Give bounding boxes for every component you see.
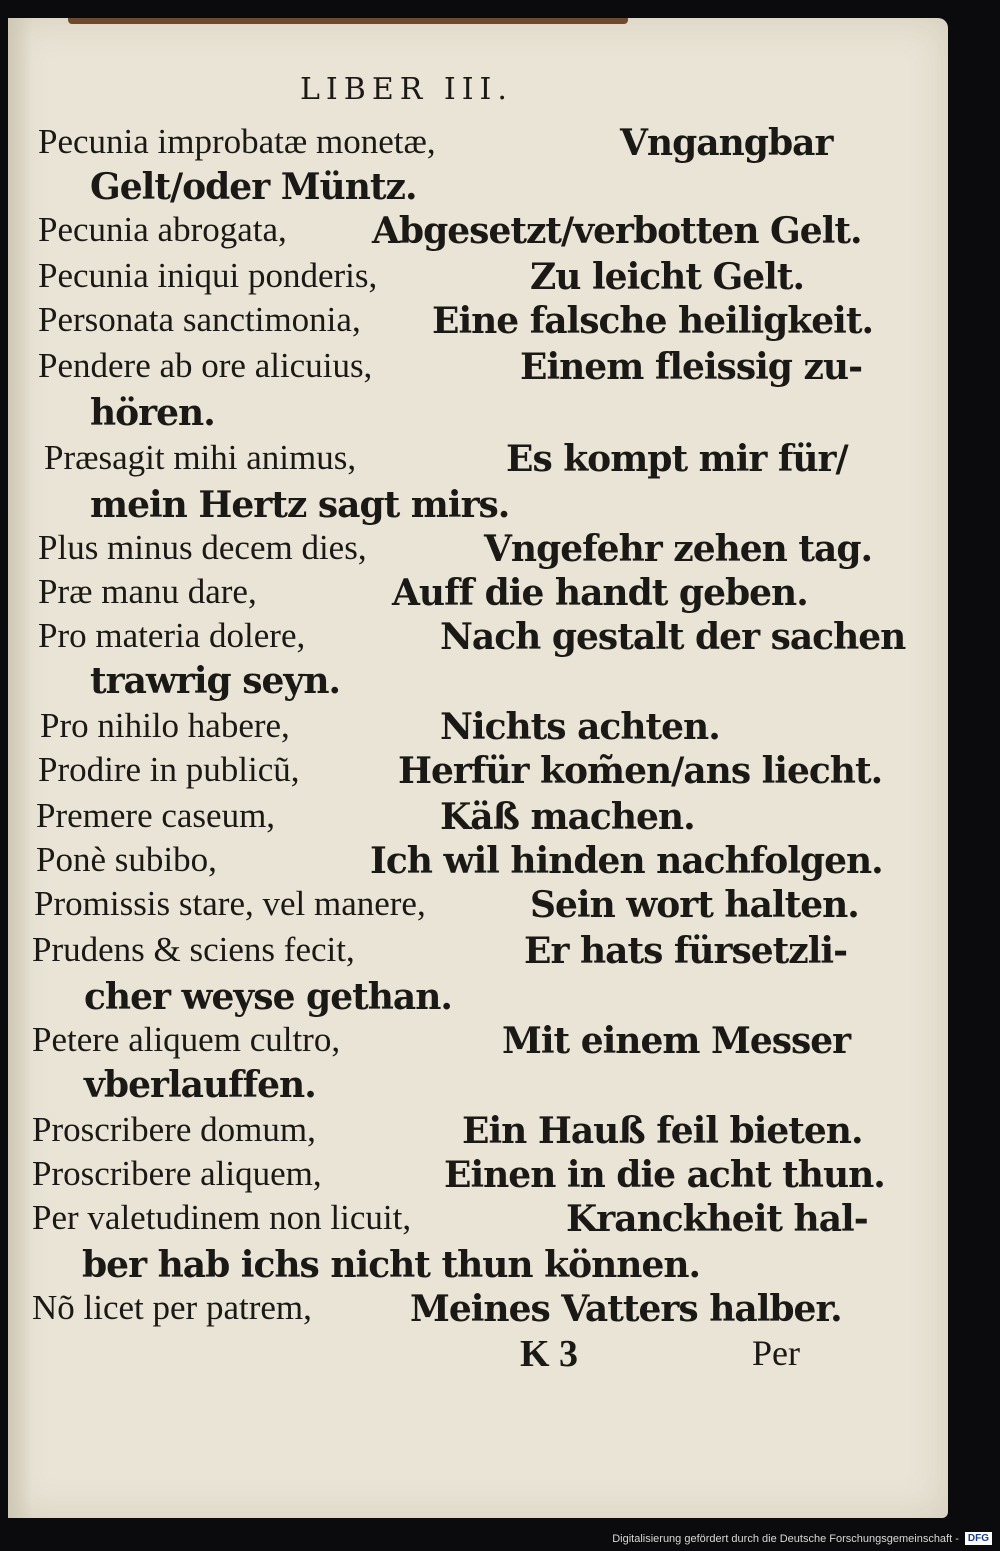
german-translation: Nach gestalt der sachen (440, 616, 906, 658)
german-translation: Er hats fürsetzli- (524, 930, 848, 972)
latin-phrase: Proscribere aliquem, (32, 1154, 322, 1193)
german-continuation: trawrig seyn. (90, 660, 341, 702)
entry-row (0, 884, 1000, 930)
latin-phrase: Pecunia improbatæ monetæ, (38, 122, 436, 161)
latin-phrase: Pendere ab ore alicuius, (38, 346, 373, 385)
latin-phrase: Per valetudinem non licuit, (32, 1198, 412, 1237)
latin-phrase: Ponè subibo, (36, 840, 217, 879)
german-translation: Sein wort halten. (530, 884, 859, 926)
german-translation: Ein Hauß feil bieten. (462, 1110, 863, 1152)
entry-row (0, 750, 1000, 796)
catchword: Per (752, 1333, 800, 1373)
german-continuation: vberlauffen. (84, 1064, 316, 1106)
signature-mark: K 3 (520, 1333, 579, 1375)
german-translation: Einen in die acht thun. (444, 1154, 885, 1196)
latin-phrase: Personata sanctimonia, (38, 300, 361, 339)
entry-row (0, 616, 1000, 662)
dfg-logo: DFG (965, 1532, 992, 1545)
latin-phrase: Præsagit mihi animus, (44, 438, 357, 477)
entry-row (0, 346, 1000, 392)
german-translation: Meines Vatters halber. (410, 1288, 842, 1330)
entry-row (0, 300, 1000, 346)
entry-row (0, 438, 1000, 484)
german-translation: Abgesetzt/verbotten Gelt. (372, 210, 862, 252)
entry-row (0, 1288, 1000, 1334)
entry-row (0, 1110, 1000, 1156)
entry-row (0, 572, 1000, 618)
german-continuation: ber hab ichs nicht thun können. (82, 1244, 701, 1286)
digitization-credit (612, 1532, 992, 1545)
german-translation: Vngangbar (620, 122, 833, 164)
latin-phrase: Prudens & sciens fecit, (32, 930, 355, 969)
german-continuation: Gelt/oder Müntz. (90, 166, 417, 208)
german-translation: Vngefehr zehen tag. (484, 528, 873, 570)
german-translation: Eine falsche heiligkeit. (432, 300, 873, 342)
latin-phrase: Plus minus decem dies, (38, 528, 367, 567)
german-translation: Einem fleissig zu- (520, 346, 863, 388)
latin-phrase: Pro materia dolere, (38, 616, 306, 655)
german-translation: Nichts achten. (440, 706, 720, 748)
binding-strip (68, 18, 628, 24)
latin-phrase: Pecunia abrogata, (38, 210, 287, 249)
german-translation: Es kompt mir für/ (506, 438, 848, 480)
german-translation: Käß machen. (440, 796, 695, 838)
entry-row (0, 1198, 1000, 1244)
german-translation: Mit einem Messer (502, 1020, 851, 1062)
entry-row (0, 256, 1000, 302)
latin-phrase: Nõ licet per patrem, (32, 1288, 312, 1327)
german-translation: Kranckheit hal- (566, 1198, 868, 1240)
entry-row (0, 1020, 1000, 1066)
entry-row (0, 840, 1000, 886)
entry-row (0, 1154, 1000, 1200)
entry-row (0, 210, 1000, 256)
german-translation: Zu leicht Gelt. (530, 256, 804, 298)
latin-phrase: Promissis stare, vel manere, (34, 884, 426, 923)
german-translation: Ich wil hinden nachfolgen. (370, 840, 883, 882)
latin-phrase: Proscribere domum, (32, 1110, 316, 1149)
latin-phrase: Prodire in publicũ, (38, 750, 300, 789)
entry-row (0, 122, 1000, 168)
entry-row (0, 930, 1000, 976)
german-translation: Auff die handt geben. (392, 572, 808, 614)
german-continuation: hören. (90, 392, 215, 434)
german-continuation: mein Hertz sagt mirs. (90, 484, 510, 526)
german-translation: Herfür kom̃en/ans liecht. (398, 750, 883, 792)
latin-phrase: Pecunia iniqui ponderis, (38, 256, 378, 295)
latin-phrase: Præ manu dare, (38, 572, 257, 611)
latin-phrase: Pro nihilo habere, (40, 706, 290, 745)
entry-row (0, 706, 1000, 752)
entry-row (0, 796, 1000, 842)
entry-row (0, 528, 1000, 574)
running-header: LIBER III. (300, 72, 513, 107)
latin-phrase: Premere caseum, (36, 796, 276, 835)
latin-phrase: Petere aliquem cultro, (32, 1020, 341, 1059)
german-continuation: cher weyse gethan. (84, 976, 452, 1018)
credit-text: Digitalisierung gefördert durch die Deutsche Forschungsgemeinschaft - (612, 1532, 959, 1545)
